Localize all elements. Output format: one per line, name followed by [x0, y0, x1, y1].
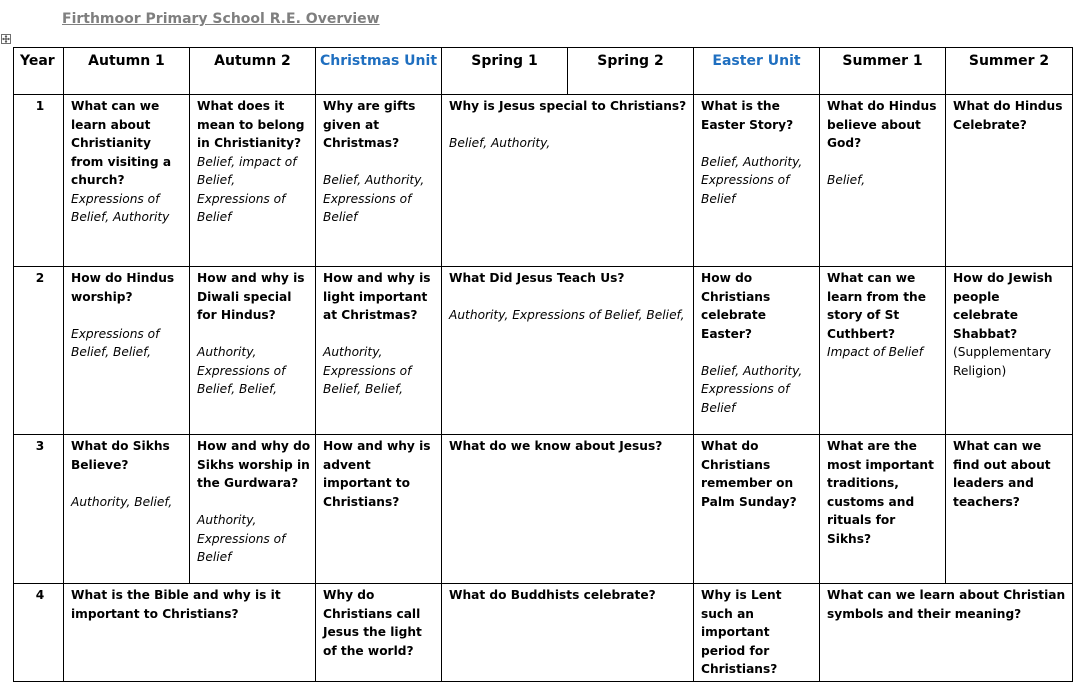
unit-question: What can we learn about Christian symbols and their meaning?: [827, 588, 1066, 621]
header-easter-unit: Easter Unit: [694, 48, 820, 95]
unit-concepts: Expressions of Belief, Authority: [71, 191, 170, 224]
cell-y2-summer1: [820, 267, 946, 435]
cell-y2-spring: [442, 267, 694, 435]
unit-question: What do we know about Jesus?: [449, 439, 663, 453]
unit-concepts: Belief, Authority, Expressions of Belief: [701, 154, 803, 206]
unit-concepts: Belief, Authority, Expressions of Belief: [323, 173, 425, 224]
unit-question: How and why do Sikhs worship in the Gurdwara?: [197, 439, 311, 490]
table-move-handle-icon[interactable]: [1, 34, 11, 44]
cell-y4-autumn: [64, 584, 316, 682]
cell-y1-spring: [442, 95, 694, 267]
unit-concepts: Belief, Authority,: [449, 136, 551, 150]
year-cell: 1: [14, 95, 64, 267]
unit-concepts: Authority, Belief,: [71, 494, 173, 509]
cell-y1-autumn1: [64, 95, 190, 267]
header-spring-1: Spring 1: [442, 48, 568, 95]
document-title: Firthmoor Primary School R.E. Overview: [62, 11, 380, 27]
table-row: [14, 95, 1073, 267]
unit-question: What is the Bible and why is it important to Christians?: [71, 588, 281, 621]
unit-note: (Supplementary Religion): [953, 345, 1052, 378]
cell-y2-easter: [694, 267, 820, 435]
unit-question: How and why is Diwali special for Hindus?: [197, 271, 305, 322]
cell-y3-summer1: [820, 435, 946, 584]
unit-question: What can we learn about Christianity from visiting a church?: [71, 99, 172, 187]
year-cell: 4: [14, 584, 64, 682]
unit-concepts: Authority, Expressions of Belief, Belief,: [197, 345, 286, 396]
header-autumn-1: Autumn 1: [64, 48, 190, 95]
unit-question: How do Hindus worship?: [71, 271, 175, 304]
cell-y4-christmas: [316, 584, 442, 682]
cell-y1-autumn2: [190, 95, 316, 267]
unit-question: What can we find out about leaders and teachers?: [953, 439, 1051, 509]
cell-y3-christmas: [316, 435, 442, 584]
unit-question: What do Christians remember on Palm Sunday?: [701, 439, 797, 509]
cell-y3-autumn1: [64, 435, 190, 584]
cell-y1-summer1: [820, 95, 946, 267]
unit-question: What do Sikhs Believe?: [71, 439, 170, 472]
year-cell: 3: [14, 435, 64, 584]
unit-concepts: Belief, impact of Belief, Expressions of Belief: [197, 154, 297, 224]
unit-concepts: Authority, Expressions of Belief: [197, 513, 286, 564]
re-overview-table: [13, 47, 1073, 682]
table-row: [14, 267, 1073, 435]
cell-y1-easter: [694, 95, 820, 267]
header-spring-2: Spring 2: [568, 48, 694, 95]
cell-y4-summer: [820, 584, 1073, 682]
cell-y1-christmas: [316, 95, 442, 267]
unit-question: What do Hindus believe about God?: [827, 99, 937, 150]
unit-question: Why do Christians call Jesus the light of the world?: [323, 588, 422, 658]
header-year: Year: [14, 48, 64, 95]
header-autumn-2: Autumn 2: [190, 48, 316, 95]
cell-y2-autumn1: [64, 267, 190, 435]
header-summer-2: Summer 2: [946, 48, 1073, 95]
unit-question: Why are gifts given at Christmas?: [323, 99, 416, 150]
unit-concepts: Expressions of Belief, Belief,: [71, 326, 160, 359]
cell-y3-spring: [442, 435, 694, 584]
unit-concepts: Impact of Belief: [827, 345, 924, 359]
unit-question: What do Buddhists celebrate?: [449, 588, 656, 602]
unit-question: What do Hindus Celebrate?: [953, 99, 1063, 132]
unit-question: How and why is light important at Christmas?: [323, 271, 431, 322]
unit-question: What are the most important traditions, customs and rituals for Sikhs?: [827, 439, 934, 546]
unit-question: What is the Easter Story?: [701, 99, 794, 132]
cell-y2-christmas: [316, 267, 442, 435]
unit-question: What can we learn from the story of St Cuthbert?: [827, 271, 926, 341]
year-cell: 2: [14, 267, 64, 435]
cell-y1-summer2: [946, 95, 1073, 267]
header-christmas-unit: Christmas Unit: [316, 48, 442, 95]
unit-concepts: Belief,: [827, 173, 866, 187]
cell-y4-spring: [442, 584, 694, 682]
table-row: [14, 584, 1073, 682]
unit-concepts: Belief, Authority, Expressions of Belief: [701, 363, 803, 415]
table-row: [14, 435, 1073, 584]
unit-question: How and why is advent important to Christians?: [323, 439, 431, 509]
cell-y3-autumn2: [190, 435, 316, 584]
unit-question: What does it mean to belong in Christianity?: [197, 99, 305, 150]
cell-y2-summer2: [946, 267, 1073, 435]
header-row: [14, 48, 1073, 95]
unit-concepts: Authority, Expressions of Belief, Belief,: [323, 345, 412, 396]
cell-y2-autumn2: [190, 267, 316, 435]
unit-question: Why is Jesus special to Christians?: [449, 99, 687, 113]
unit-question: What Did Jesus Teach Us?: [449, 271, 625, 285]
cell-y3-easter: [694, 435, 820, 584]
header-summer-1: Summer 1: [820, 48, 946, 95]
unit-question: How do Jewish people celebrate Shabbat?: [953, 271, 1053, 341]
unit-question: How do Christians celebrate Easter?: [701, 271, 771, 341]
cell-y3-summer2: [946, 435, 1073, 584]
unit-question: Why is Lent such an important period for Christians?: [701, 588, 782, 676]
cell-y4-easter: [694, 584, 820, 682]
unit-concepts: Authority, Expressions of Belief, Belief,: [449, 308, 685, 322]
